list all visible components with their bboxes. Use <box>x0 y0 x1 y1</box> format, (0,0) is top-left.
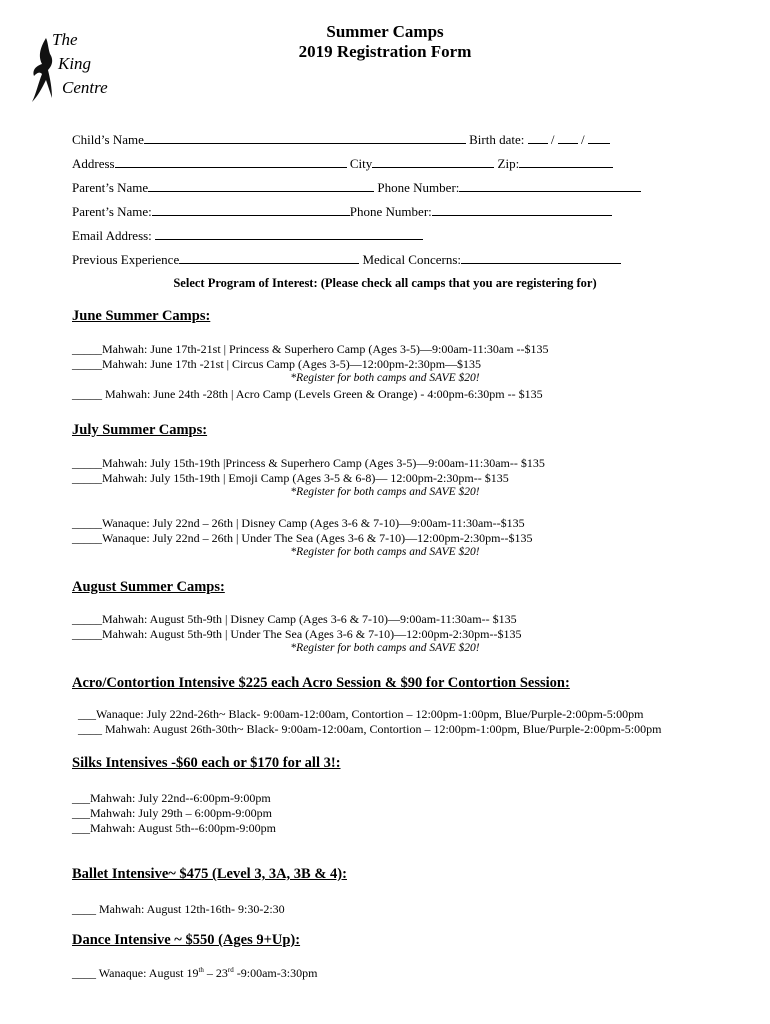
save-note: *Register for both camps and SAVE $20! <box>290 642 480 654</box>
phone-label: Phone Number: <box>349 204 432 219</box>
experience-field[interactable] <box>179 252 359 264</box>
phone-label: Phone Number: <box>377 180 460 195</box>
camp-option[interactable]: _____Mahwah: August 5th-9th | Under The Sea (Ages 3-6 & 7-10)—12:00pm-2:30pm--$135 <box>72 627 522 641</box>
birth-day-field[interactable] <box>558 132 578 144</box>
child-name-field[interactable] <box>144 132 466 144</box>
save-note: *Register for both camps and SAVE $20! <box>290 546 480 558</box>
dance-option-text: – 23 <box>203 966 228 980</box>
phone-field[interactable] <box>459 180 641 192</box>
save-note: *Register for both camps and SAVE $20! <box>290 372 480 384</box>
silks-option[interactable]: ___Mahwah: July 29th – 6:00pm-9:00pm <box>72 806 272 820</box>
camp-option[interactable]: _____Wanaque: July 22nd – 26th | Under The Sea (Ages 3-6 & 7-10)—12:00pm-2:30pm--$135 <box>72 531 533 545</box>
camp-option[interactable]: _____Mahwah: July 15th-19th | Emoji Camp (Ages 3-5 & 6-8)— 12:00pm-2:30pm-- $135 <box>72 471 509 485</box>
acro-option[interactable]: ____ Mahwah: August 26th-30th~ Black- 9:00am-12:00am, Contortion – 12:00pm-1:00pm, Blue/Purple-2:00pm-5:00pm <box>78 722 662 736</box>
zip-field[interactable] <box>519 156 613 168</box>
camp-option[interactable]: _____Mahwah: August 5th-9th | Disney Camp (Ages 3-6 & 7-10)—9:00am-11:30am-- $135 <box>72 612 517 626</box>
city-label: City <box>349 156 373 171</box>
dance-option[interactable] <box>72 966 317 981</box>
email-label: Email Address: <box>72 228 152 243</box>
address-row <box>72 156 613 172</box>
save-note: *Register for both camps and SAVE $20! <box>290 486 480 498</box>
date-separator: / <box>580 132 585 147</box>
july-section-title: July Summer Camps: <box>72 422 208 438</box>
birth-date-label: Birth date: <box>469 132 525 147</box>
camp-option[interactable]: _____Mahwah: June 17th -21st | Circus Camp (Ages 3-5)—12:00pm-2:30pm—$135 <box>72 357 482 371</box>
ballet-option[interactable]: ____ Mahwah: August 12th-16th- 9:30-2:30 <box>72 902 285 916</box>
address-field[interactable] <box>115 156 347 168</box>
camp-option[interactable]: _____Mahwah: July 15th-19th |Princess & Superhero Camp (Ages 3-5)—9:00am-11:30am-- $135 <box>72 456 545 470</box>
ordinal-suffix: th <box>198 966 204 974</box>
camp-option[interactable]: _____Wanaque: July 22nd – 26th | Disney Camp (Ages 3-6 & 7-10)—9:00am-11:30am--$135 <box>72 516 525 530</box>
address-label: Address <box>72 156 115 171</box>
child-name-row <box>72 132 610 148</box>
medical-field[interactable] <box>461 252 621 264</box>
zip-label: Zip: <box>497 156 520 171</box>
birth-year-field[interactable] <box>588 132 610 144</box>
parent2-row <box>72 204 612 220</box>
ballet-section-title: Ballet Intensive~ $475 (Level 3, 3A, 3B & 4): <box>72 866 347 882</box>
parent-name-field[interactable] <box>148 180 374 192</box>
form-subtitle: 2019 Registration Form <box>298 42 472 61</box>
email-field[interactable] <box>155 228 423 240</box>
dance-section-title: Dance Intensive ~ $550 (Ages 9+Up): <box>72 932 301 948</box>
parent1-row <box>72 180 641 196</box>
experience-row <box>72 252 621 268</box>
june-section-title: June Summer Camps: <box>72 308 211 324</box>
silks-option[interactable]: ___Mahwah: July 22nd--6:00pm-9:00pm <box>72 791 271 805</box>
acro-section-title: Acro/Contortion Intensive $225 each Acro Session & $90 for Contortion Session: <box>72 675 570 691</box>
parent-name-label: Parent’s Name: <box>72 204 152 219</box>
select-program-text: Select Program of Interest: (Please check all camps that you are registering for) <box>173 276 597 290</box>
child-name-label: Child’s Name <box>72 132 144 147</box>
medical-label: Medical Concerns: <box>362 252 462 267</box>
dance-option-text: ____ Wanaque: August 19 <box>72 966 199 980</box>
city-field[interactable] <box>372 156 494 168</box>
silks-section-title: Silks Intensives -$60 each or $170 for all 3!: <box>72 755 341 771</box>
experience-label: Previous Experience <box>72 252 180 267</box>
ordinal-suffix: rd <box>227 966 234 974</box>
dance-option-text: -9:00am-3:30pm <box>233 966 318 980</box>
camp-option[interactable]: _____ Mahwah: June 24th -28th | Acro Camp (Levels Green & Orange) - 4:00pm-6:30pm -- $135 <box>72 387 543 401</box>
august-section-title: August Summer Camps: <box>72 579 225 595</box>
form-title: Summer Camps <box>326 22 444 41</box>
logo-text-the: The <box>52 30 78 49</box>
acro-option[interactable]: ___Wanaque: July 22nd-26th~ Black- 9:00am-12:00am, Contortion – 12:00pm-1:00pm, Blue/Purple-2:00pm-5:00pm <box>78 707 644 721</box>
camp-option[interactable]: _____Mahwah: June 17th-21st | Princess & Superhero Camp (Ages 3-5)—9:00am-11:30am --$135 <box>72 342 549 356</box>
email-row <box>72 228 423 244</box>
silks-option[interactable]: ___Mahwah: August 5th--6:00pm-9:00pm <box>72 821 276 835</box>
birth-month-field[interactable] <box>528 132 548 144</box>
date-separator: / <box>550 132 555 147</box>
phone-field[interactable] <box>432 204 612 216</box>
parent-name-label: Parent’s Name <box>72 180 149 195</box>
logo-text-king: King <box>58 54 92 73</box>
logo-text-centre: Centre <box>62 78 108 97</box>
parent-name-field[interactable] <box>152 204 350 216</box>
